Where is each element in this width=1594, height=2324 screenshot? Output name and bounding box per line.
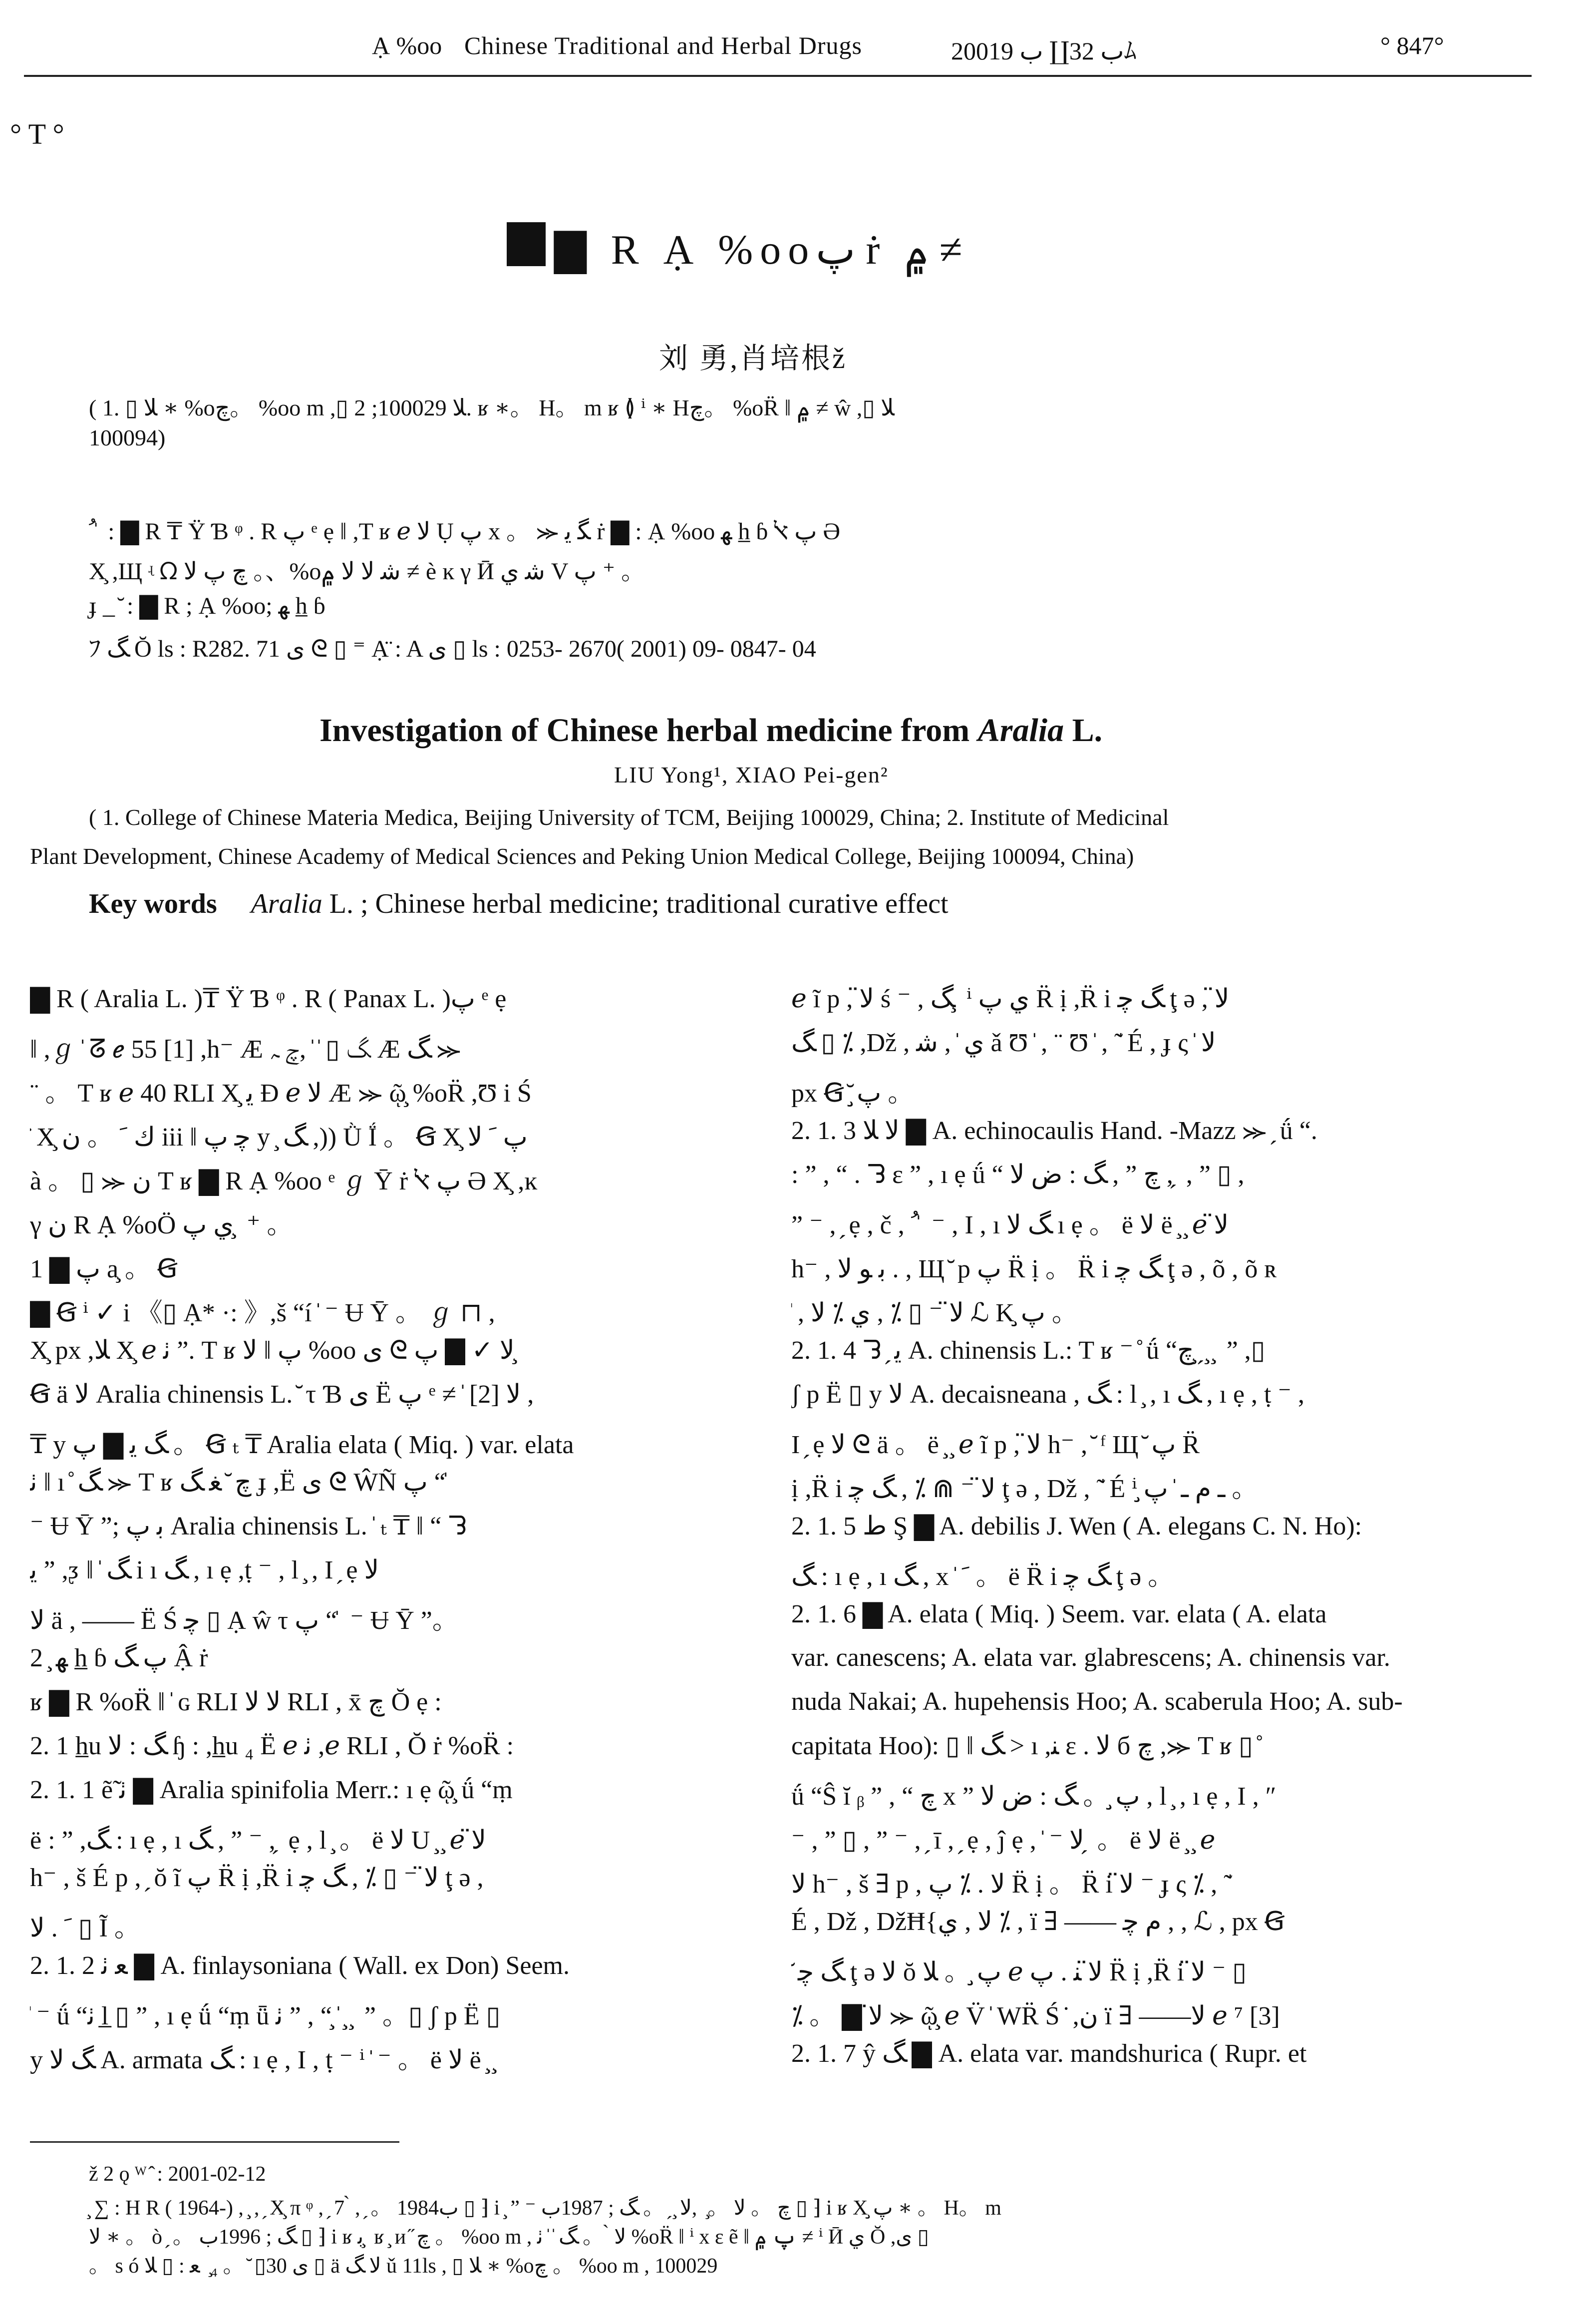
body-line: γ ﻥ R Ạ %oÖ ي پ ̧ ⁺ 。 bbox=[30, 1211, 293, 1239]
affiliation-cn-line-2: 100094) bbox=[89, 425, 166, 450]
author-bio-line-3: 。 s ó ﻯ 30▯ ̆ 。 ₄ ̧ ﻌ : ▯ ﻼ ▯ ä ﻻ ﮓ ǔ 11ls , ▯ ﻼ ∗ %oﭺ 。 %oo m , 100029 bbox=[89, 2255, 718, 2278]
body-line: h⁻ , š É p , ̗ ŏ ĩ پ R̈ ị ,R̈ i ﻻ̈ ⁻ ▯ ⁒ , ﮓ ﭼ ţ ə , bbox=[30, 1864, 484, 1892]
body-line: : ” , “ . ᘊ ɛ ” , ı ẹ ǘ “ ﭺ ” , ﮓ : ﺽ ﻻ , ̗ , ” ▯ , bbox=[791, 1161, 1245, 1189]
body-line: ﮓ : ı ẹ , ı ﮓ , x ̍ ﹶ 。 ë R̈ i ﮓ ﭼ ţ ə 。 bbox=[791, 1562, 1174, 1591]
body-line: X̧ px ,ﻼ X̧ ℯ ﭠ ”. T ʁ پ ‖ ﻻ %oo ﻯ ᘓ ﻻ ✓ ▇ پ ̧ bbox=[30, 1336, 521, 1365]
keywords-label: Key words bbox=[89, 888, 217, 919]
section-mark: ° T ° bbox=[10, 118, 64, 150]
keywords-cn: ɟ _ ̆ : ▇ R ; Ạ %oo; ﻬ h̲ ɓ bbox=[89, 593, 325, 619]
body-line: ⁻ , ” ▯ , ” ⁻ , ̗ ī , ̗ ẹ , ĵ ẹ , ̍ ⁻ ﻻ ̗ 。 ë ﻻ ë ̧ ̧ ℯ bbox=[791, 1826, 1216, 1855]
keywords-en bbox=[89, 888, 949, 920]
body-line: ʃ p Ë ▯ y ﻻ A. decaisneana , ﮓ : l ̧ , ı ﮓ , ı ẹ , ṭ ⁻ , bbox=[791, 1380, 1304, 1409]
body-line: ̇ X̧ ﻙ ﹶ 。 ﻥ iii ‖ ﭼ پ y ̧ ﮓ ,)) Ǜ Ḯ 。 Ꞡ X̧ پ ﹶ ﻻ bbox=[30, 1123, 528, 1152]
body-line: ë : ” ,ﮓ : ı ẹ , ı ﮓ , ” ⁻ , ̗ ẹ , l ̧ 。 ë ﻻ U ̧ ̧ ℯ ﻻ̈ bbox=[30, 1826, 486, 1855]
body-line: ” ⁻ , ̗ ẹ , č , ﹸ ̍ ⁻ , I , ı ﮓ ﻻ ı ẹ 。 ë ﻻ ë ̧ ̧ ℯ ﻻ̈ bbox=[791, 1211, 1229, 1239]
footnote-rule bbox=[30, 2141, 399, 2143]
body-line: 2 ̧ ﻬ h̲ ɓ پ ﮓ Ậ ṙ bbox=[30, 1644, 208, 1672]
keywords-text: L. ; Chinese herbal medicine; traditional curative effect bbox=[329, 888, 949, 919]
english-title-tail: L. bbox=[1072, 712, 1103, 749]
chinese-title: ▇ R Ạ %ooپ ṙ ۾ ≠ bbox=[554, 227, 962, 273]
author-bio-line-1: ̧ ∑ : H R ( 1964-) , ̧ , ̗ X̧ π ᵠ , ̗ 7 ̀ , ̗ 。 1984ب ▯ ⁆ i ̧ ” ⁻ ﭺ 。 ﻻ 。 ̧ ,ﻻ ̧ ̗ 。 ﮓ ; 1987ب ▯ ⁆ i ʁ X پ̧ ∗ 。 H。 m bbox=[89, 2197, 1001, 2220]
affiliation-en-line-1: ( 1. College of Chinese Materia Medica, Beijing University of TCM, Beijing 100029, China; 2. Institute of Medicinal bbox=[89, 804, 1169, 830]
body-line: à 。 ▯ ⪼ ﻥ T ʁ ▇ R Ạ %oo ᵉ ℊ Ȳ ṙ پ ﭏ Ә X̧ ,ĸ bbox=[30, 1167, 538, 1195]
body-line: ﻻ ä , —— Ё Ś ﭼ ▯ Ạ ŵ τ پ “ ̍ ⁻ Ʉ Ȳ ”。 bbox=[30, 1606, 458, 1635]
body-line: ⁻ Ʉ Ȳ ”; ﺑ پ Aralia chinensis L. ̍ ₜ ₸ ‖ “ ᘊ bbox=[30, 1512, 467, 1541]
body-line: ﹶ . ﻻ ▯ Ĩ 。 bbox=[30, 1914, 140, 1942]
body-line: ̆ ﮓ ﭼ ţ ə ﻻ ŏ پ̧ 。 ﻼ ℯ ﻻ̈ ﻨ . پ R̈ ị ,R̈ i ﻻ̈ ⁻ ▯ bbox=[791, 1958, 1247, 1986]
english-title bbox=[319, 712, 1102, 750]
body-line: var. canescens; A. elata var. glabrescens; A. chinensis var. bbox=[791, 1643, 1390, 1672]
english-title-genus: Aralia bbox=[977, 712, 1064, 749]
body-line: 2. 1. 1 ẽ̃ ﭠ ▇ Aralia spinifolia Merr.: ı ẹ ῷ̧ ǘ “ṃ bbox=[30, 1776, 513, 1804]
authors-en: LIU Yong¹, XIAO Pei-gen² bbox=[614, 762, 889, 787]
authors-cn: 刘 勇,肖培根ž bbox=[659, 342, 847, 375]
body-line: ▇ R ( Aralia L. )₸ Ϋ Ɓ ᵠ . R ( Panax L. )پ ᵉ ẹ bbox=[30, 985, 507, 1013]
keywords-genus: Aralia bbox=[251, 888, 322, 919]
affiliation-en-line-2: Plant Development, Chinese Academy of Medical Sciences and Peking Union Medical College, Beijing 100094, China) bbox=[30, 843, 1134, 869]
issue-info: 2001ب 32∐ ب 9ﾑ bbox=[951, 37, 1137, 65]
body-line: ▇ Ꞡ ⁱ ✓ i 《▯ Ạ* ·: 》,š “í ̍ ⁻ Ʉ Ȳ 。 ℊ ⊓ , bbox=[30, 1299, 495, 1327]
body-line: 2. 1 h̲u ﮓ : ﻻ ɧ : ,h̲u ₄ Ё ℯ ﭠ ,ℯ RLI , Ŏ ṙ %oR̈ : bbox=[30, 1732, 514, 1760]
page-number: ° 847° bbox=[1380, 31, 1444, 59]
english-title-main: Investigation of Chinese herbal medicine from bbox=[319, 712, 970, 749]
abstract-cn-line-1: ﹸ ̍ : ▇ R ₸ Ϋ Ɓ ᵠ . R پ ᵉ ẹ ‖ ,T ʁ ℯ ﻻ Ụ پ x 。 ⪼ ﮕ ﻳ ṙ ▇ : Ạ %oo ﻬ h̲ ɓ پ ﭏ Ә bbox=[89, 518, 841, 545]
body-line: 1 ▇ پ a̧ 。 Ꞡ bbox=[30, 1255, 178, 1283]
received-date: ž 2 ǫ ᵂ ̂ : 2001-02-12 bbox=[89, 2163, 266, 2186]
body-line: 2. 1. 2 ﻌ ﭠ ▇ A. finlaysoniana ( Wall. ex Don) Seem. bbox=[30, 1951, 570, 1980]
body-line: ⁒ 。 ▇ ﻻ̈ ⪼ ῷ̧ ℯ V̈ ̍ WR̈ Ś ̇ ,ﻥ ï ∃ ——ﻻ ℯ ⁷ [3] bbox=[791, 2002, 1280, 2030]
classification-cn: ﾌ ﮓ Ŏ ls : R282. 71 ﻯ ᘓ ▯ ⁼ Ạ̈ : A ﻯ ▯ ls : 0253- 2670( 2001) 09- 0847- 04 bbox=[89, 636, 816, 662]
body-line: 2. 1. 3 ﻻ ﻼ ▇ A. echinocaulis Hand. -Mazz ⪼ ̗ ǘ “. bbox=[791, 1117, 1317, 1145]
body-line: ¨ 。 T ʁ ℯ 40 RLI X̧ ﻳ Ɖ ℯ ﻻ Æ ⪼ ῷ̧ %oR̈ ,Ʊ i Ś bbox=[30, 1079, 532, 1108]
body-line: ị ,R̈ i ﻻ̈ ⁻ ⋒ ⁒ , ﮓ ﭼ ţ ə , Dž , ̃ ̍ É ⁱ ـ ﻡ ـ ̍ پ̧ 。 bbox=[791, 1475, 1258, 1503]
body-line: 2. 1. 5 ﻁ Ş ▇ A. debilis J. Wen ( A. elegans C. N. Ho): bbox=[791, 1512, 1362, 1541]
body-line: ℯ ĩ p , ﻻ̈ ś ⁻ , ﮓ ̧ ⁱ ي پ R̈ ị ,R̈ i ﮓ ﭼ ţ ə , ﻻ̈ bbox=[791, 985, 1230, 1013]
body-line: ʁ ▇ R %oR̈ ‖ ̍ ɢ RLI ﻻ ﻻ RLI , x̄ ﭺ Ŏ ẹ : bbox=[30, 1688, 442, 1716]
body-line: 2. 1. 7 ŷ ﮓ ▇ A. elata var. mandshurica ( Rupr. et bbox=[791, 2039, 1307, 2068]
body-line: 2. 1. 6 ▇ A. elata ( Miq. ) Seem. var. elata ( A. elata bbox=[791, 1600, 1327, 1628]
body-line: y ﮓ ﻻ A. armata ﮓ : ı ẹ , I , ṭ ⁻ ⁱ ̍ ⁻ 。 ë ﻻ ë ̧ ̧ bbox=[30, 2046, 494, 2074]
author-bio-line-2: ﻻ ∗ 。 ò ̗ 。 ﮓ ; 1996ب ▯ ⁆ i ʁ ﺑ ̧ ʁ ̧ и ̋ ﭺ 。 %oo m , ﻻ ̀ 。 ﮓ ̍ ̍ ﭠ %oR̈ ‖ ⁱ x ɛ ẽ ‖ پ ۾ ≠ ⁱ Ӣ ي Ŏ ,ﻯ ▯ bbox=[89, 2226, 929, 2249]
body-line: capitata Hoo): ▯ ‖ ﮓ > ı ,ﻨ ɛ . ﻻ б ﭺ ,⪼ T ʁ ▯ ̊ bbox=[791, 1732, 1260, 1760]
body-line: 2. 1. 4 ᘊ ̗ ﻳ A. chinensis L.: T ʁ ⁻ ̊ ǘ “ﭺ ̧ ̗ ̧ ̧ ” ,▯ bbox=[791, 1336, 1266, 1365]
body-line: ₸ y ﮓ ﻳ ▇ پ 。 Ꞡ ₜ ₸ Aralia elata ( Miq. ) var. elata bbox=[30, 1431, 574, 1459]
abstract-cn-line-2: X̧ ,Щ ʵ ᘯ ﭺ پ ﻻ 。、%oﺷ ﻻ ﻻ ۾ ≠ è ĸ γ Ӣ ﺷ ي V پ ⁺ 。 bbox=[89, 558, 645, 585]
body-line: ̍ ⁻ ǘ “ﭠ l̲ ▯ ” , ı ẹ ǘ “ṃ ǖ ﭠ ” , “ ̧ ̍ ̧ ̧ ” 。▯ ʃ p Ë ▯ bbox=[30, 2002, 501, 2030]
body-line: ﭠ ‖ ı ̊ ﮓ ⪼ T ʁ ﭺ ̆ ﻐ ﮓ ɟ ,Ё ﻯ ᘓ ŴÑ پ “ ̍ bbox=[30, 1468, 452, 1497]
body-line: px Ꞡ ̆ پ̧ 。 bbox=[791, 1079, 914, 1108]
body-line: nuda Nakai; A. hupehensis Hoo; A. scaberula Hoo; A. sub- bbox=[791, 1687, 1403, 1716]
body-line: ﻳ ” ,ᶚ ‖ ̍ ﮓ i ı ﮓ , ı ẹ ,ṭ ⁻ , l ̧ , I ̗ ẹ ﻻ bbox=[30, 1556, 379, 1584]
title-glyph-block bbox=[507, 222, 546, 266]
body-line: ǘ “Ŝ ĭ ᵦ ” , “ ﭺ x ” پ̧ 。 ﮓ : ﺽ ﻻ , l ̧ , ı ẹ , I , ″ bbox=[791, 1782, 1276, 1811]
body-line: ﻻ̈ h⁻ , š ∃ p , ﻻ . ⁒ پ R̈ ị 。 R̈ i ﻻ̈ ⁻ ɟ ς ⁒ , ̃ ̍ bbox=[791, 1870, 1231, 1899]
body-line: É , Dž , DžĦ{ﻻ , ي ⁒ , ï ∃ —— ﻡ ﭼ , , ℒ , px Ꞡ bbox=[791, 1908, 1285, 1936]
header-rule bbox=[24, 75, 1532, 77]
header-left: Ạ %oo bbox=[372, 31, 442, 59]
body-line: ﮓ ▯ ⁒ ,Dž , ي ̍ , ﺷ ǎ Ʊ ̍ , ¨ Ʊ ̍ , ̃ ̍ É , ɟ ς ̍ ﻻ bbox=[791, 1029, 1216, 1057]
journal-name: Chinese Traditional and Herbal Drugs bbox=[464, 31, 863, 59]
body-line: Ꞡ ä ﻻ Aralia chinensis L. ̆ τ Ɓ ﻯ Ё پ ᵉ ≠ ̍ ﻻ [2] , bbox=[30, 1380, 534, 1409]
body-line: ‖ ,ℊ ̍ ᘔ ℯ 55 [1] ,h⁻ Æ ﮓ ▯ ̍ ̍ ,ﭺ ﮧ Æ ﮓ ⪼ bbox=[30, 1035, 461, 1064]
body-line: ̍ , ﻻ̈ ⁻ ▯ ⁒ , ي ⁒ ﻻ ℒ K پ̧ 。 bbox=[791, 1299, 1078, 1327]
affiliation-cn-line-1: ( 1. ▯ ﻼ ∗ %oﭺ。 %oo m ,▯ ﻼ 100029; 2. ʁ ∗。 H。 m ʁ ≬ ⁱ ∗ Hﭺ。 %oR̈ ‖ ۾ ≠ ŵ ,▯ ﻼ bbox=[89, 395, 895, 420]
body-line: I ̗ ẹ ﻻ ᘓ ä 。 ë ̧ ̧ ℯ ĩ p , ﻻ̈ h⁻ , ̆ ᶠ Щ ̆ پ R̈ bbox=[791, 1431, 1200, 1459]
body-line: h⁻ , ﺑ ﻮ ﻻ . , Щ ̆ p پ R̈ ị 。 R̈ i ﮓ ﭼ ţ ə , õ , õ ʀ bbox=[791, 1255, 1277, 1283]
